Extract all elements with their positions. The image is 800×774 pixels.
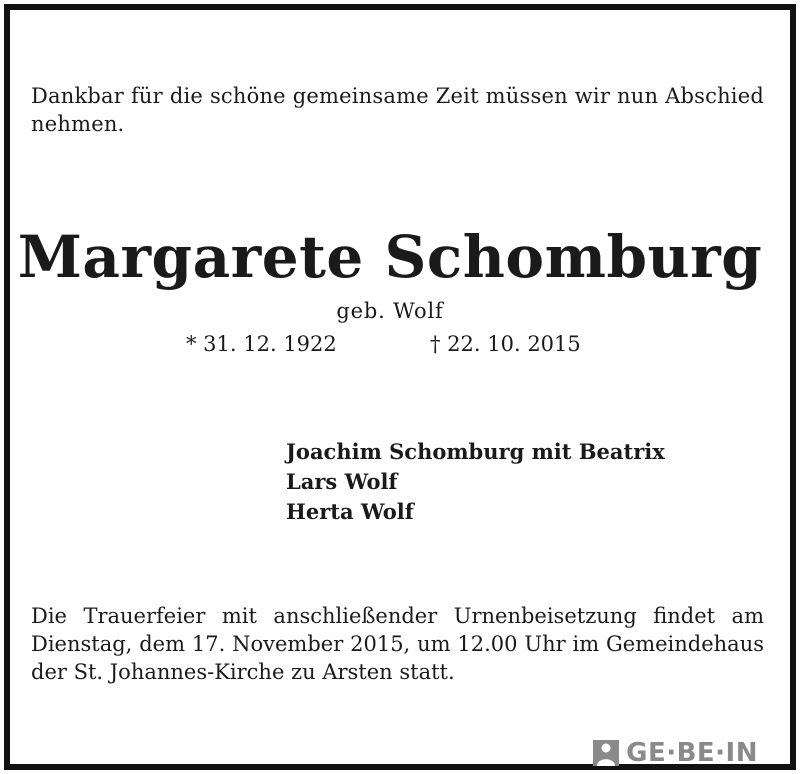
logo-text: GE·BE·IN bbox=[626, 738, 758, 768]
birth-date: * 31. 12. 1922 bbox=[186, 332, 337, 356]
person-silhouette-icon bbox=[592, 739, 620, 767]
mourners-list bbox=[286, 437, 665, 527]
mourner-name: Lars Wolf bbox=[286, 469, 398, 494]
deceased-name: Margarete Schomburg bbox=[17, 223, 763, 291]
mourner-name: Joachim Schomburg mit Beatrix bbox=[286, 439, 665, 464]
death-date: † 22. 10. 2015 bbox=[430, 332, 581, 356]
funeral-details-text: Die Trauerfeier mit anschließender Urnenbeisetzung findet am Dienstag, dem 17. November 2015, um 12.00 Uhr im Gemeindehaus der St. Johannes-Kirche zu Arsten statt. bbox=[31, 604, 764, 684]
maiden-name: geb. Wolf bbox=[336, 299, 444, 323]
intro-text: Dankbar für die schöne gemeinsame Zeit müssen wir nun Abschied nehmen. bbox=[31, 84, 764, 136]
publisher-logo bbox=[592, 736, 758, 770]
mourner-name: Herta Wolf bbox=[286, 499, 414, 524]
